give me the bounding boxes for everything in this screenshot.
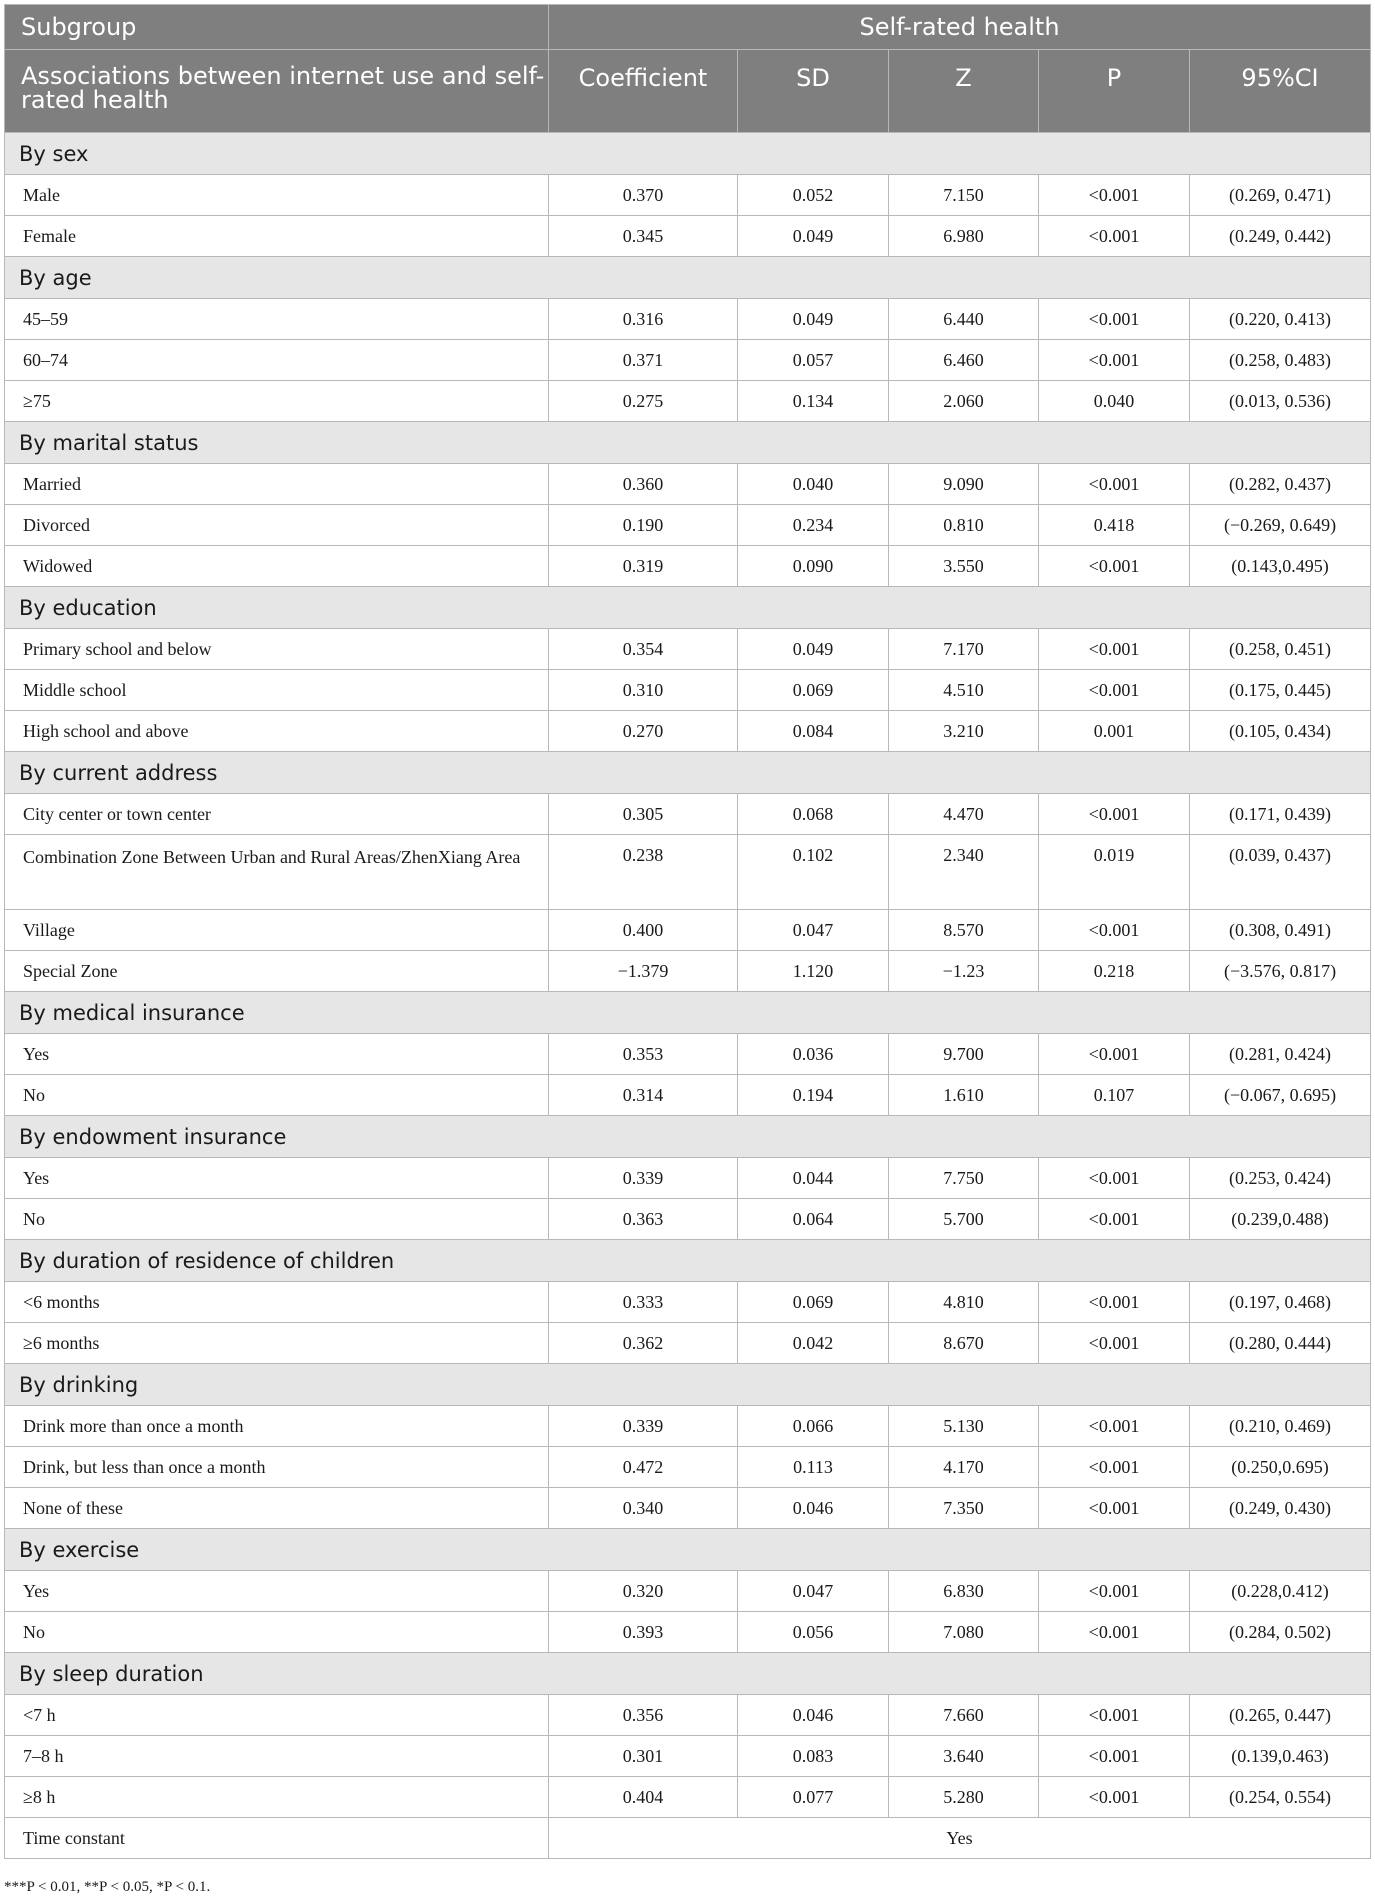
z-cell: 6.980 bbox=[889, 216, 1039, 257]
table-row bbox=[5, 1736, 1371, 1777]
table-row bbox=[5, 216, 1371, 257]
z-cell: 4.810 bbox=[889, 1282, 1039, 1323]
p-cell: <0.001 bbox=[1039, 1406, 1190, 1447]
row-label: Male bbox=[5, 175, 549, 216]
row-label: Drink more than once a month bbox=[5, 1406, 549, 1447]
ci-cell: (−0.269, 0.649) bbox=[1190, 505, 1371, 546]
row-label: Yes bbox=[5, 1034, 549, 1075]
z-cell: 7.350 bbox=[889, 1488, 1039, 1529]
row-label: No bbox=[5, 1075, 549, 1116]
row-label: No bbox=[5, 1612, 549, 1653]
sd-cell: 0.046 bbox=[738, 1695, 889, 1736]
sd-cell: 0.134 bbox=[738, 381, 889, 422]
p-cell: <0.001 bbox=[1039, 1034, 1190, 1075]
table-row bbox=[5, 464, 1371, 505]
p-cell: <0.001 bbox=[1039, 1199, 1190, 1240]
header-row-top bbox=[5, 5, 1371, 50]
ci-cell: (0.143,0.495) bbox=[1190, 546, 1371, 587]
group-title: By age bbox=[5, 257, 1371, 299]
row-label: Village bbox=[5, 910, 549, 951]
z-cell: 5.130 bbox=[889, 1406, 1039, 1447]
sd-cell: 0.102 bbox=[738, 835, 889, 910]
z-cell: 4.170 bbox=[889, 1447, 1039, 1488]
row-label: <7 h bbox=[5, 1695, 549, 1736]
coefficient-cell: 0.333 bbox=[549, 1282, 738, 1323]
p-cell: <0.001 bbox=[1039, 1695, 1190, 1736]
p-cell: <0.001 bbox=[1039, 670, 1190, 711]
z-cell: 3.550 bbox=[889, 546, 1039, 587]
row-label: No bbox=[5, 1199, 549, 1240]
ci-cell: (0.281, 0.424) bbox=[1190, 1034, 1371, 1075]
sd-cell: 0.046 bbox=[738, 1488, 889, 1529]
row-label: 45–59 bbox=[5, 299, 549, 340]
p-cell: 0.040 bbox=[1039, 381, 1190, 422]
table-row bbox=[5, 1695, 1371, 1736]
sd-cell: 0.040 bbox=[738, 464, 889, 505]
p-cell: <0.001 bbox=[1039, 1158, 1190, 1199]
table-row bbox=[5, 1199, 1371, 1240]
table-row bbox=[5, 546, 1371, 587]
group-title: By education bbox=[5, 587, 1371, 629]
p-cell: <0.001 bbox=[1039, 464, 1190, 505]
sd-cell: 0.068 bbox=[738, 794, 889, 835]
table-row bbox=[5, 629, 1371, 670]
table-row bbox=[5, 1034, 1371, 1075]
row-label: Drink, but less than once a month bbox=[5, 1447, 549, 1488]
group-header-row bbox=[5, 1240, 1371, 1282]
table-row bbox=[5, 1612, 1371, 1653]
group-title: By sex bbox=[5, 133, 1371, 175]
z-cell: 2.340 bbox=[889, 835, 1039, 910]
p-cell: <0.001 bbox=[1039, 1571, 1190, 1612]
ci-cell: (0.171, 0.439) bbox=[1190, 794, 1371, 835]
p-cell: 0.019 bbox=[1039, 835, 1190, 910]
table-row bbox=[5, 1777, 1371, 1818]
sd-cell: 0.064 bbox=[738, 1199, 889, 1240]
z-cell: 5.280 bbox=[889, 1777, 1039, 1818]
p-cell: <0.001 bbox=[1039, 299, 1190, 340]
row-label: 7–8 h bbox=[5, 1736, 549, 1777]
row-label: 60–74 bbox=[5, 340, 549, 381]
group-title: By duration of residence of children bbox=[5, 1240, 1371, 1282]
coefficient-cell: 0.320 bbox=[549, 1571, 738, 1612]
table-row bbox=[5, 1406, 1371, 1447]
z-cell: 6.460 bbox=[889, 340, 1039, 381]
p-cell: <0.001 bbox=[1039, 1447, 1190, 1488]
group-title: By endowment insurance bbox=[5, 1116, 1371, 1158]
row-label: Divorced bbox=[5, 505, 549, 546]
ci-cell: (0.210, 0.469) bbox=[1190, 1406, 1371, 1447]
ci-cell: (0.239,0.488) bbox=[1190, 1199, 1371, 1240]
group-header-row bbox=[5, 1529, 1371, 1571]
sd-cell: 0.069 bbox=[738, 670, 889, 711]
ci-cell: (0.220, 0.413) bbox=[1190, 299, 1371, 340]
table-row bbox=[5, 951, 1371, 992]
p-cell: <0.001 bbox=[1039, 216, 1190, 257]
p-cell: <0.001 bbox=[1039, 175, 1190, 216]
header-row-columns bbox=[5, 50, 1371, 133]
coefficient-cell: 0.356 bbox=[549, 1695, 738, 1736]
ci-cell: (0.269, 0.471) bbox=[1190, 175, 1371, 216]
table-footnote: ***P < 0.01, **P < 0.05, *P < 0.1. bbox=[4, 1879, 211, 1895]
p-header: P bbox=[1039, 50, 1190, 133]
coefficient-cell: 0.393 bbox=[549, 1612, 738, 1653]
row-label: Widowed bbox=[5, 546, 549, 587]
coefficient-cell: 0.363 bbox=[549, 1199, 738, 1240]
ci-cell: (−0.067, 0.695) bbox=[1190, 1075, 1371, 1116]
z-header: Z bbox=[889, 50, 1039, 133]
z-cell: 3.210 bbox=[889, 711, 1039, 752]
table-row bbox=[5, 1075, 1371, 1116]
coefficient-cell: 0.345 bbox=[549, 216, 738, 257]
row-label: <6 months bbox=[5, 1282, 549, 1323]
ci-cell: (0.284, 0.502) bbox=[1190, 1612, 1371, 1653]
coefficient-cell: 0.275 bbox=[549, 381, 738, 422]
z-cell: −1.23 bbox=[889, 951, 1039, 992]
results-table bbox=[4, 4, 1371, 1859]
group-header-row bbox=[5, 1116, 1371, 1158]
row-label: High school and above bbox=[5, 711, 549, 752]
sd-cell: 0.052 bbox=[738, 175, 889, 216]
sd-cell: 0.057 bbox=[738, 340, 889, 381]
ci-cell: (0.197, 0.468) bbox=[1190, 1282, 1371, 1323]
table-body bbox=[5, 133, 1371, 1859]
z-cell: 9.700 bbox=[889, 1034, 1039, 1075]
z-cell: 3.640 bbox=[889, 1736, 1039, 1777]
group-title: By current address bbox=[5, 752, 1371, 794]
ci-cell: (0.258, 0.451) bbox=[1190, 629, 1371, 670]
row-label: ≥8 h bbox=[5, 1777, 549, 1818]
table-row bbox=[5, 340, 1371, 381]
row-label: Combination Zone Between Urban and Rural Areas/ZhenXiang Area bbox=[5, 835, 549, 910]
ci-cell: (0.139,0.463) bbox=[1190, 1736, 1371, 1777]
coefficient-cell: 0.360 bbox=[549, 464, 738, 505]
coefficient-cell: 0.354 bbox=[549, 629, 738, 670]
coefficient-cell: 0.314 bbox=[549, 1075, 738, 1116]
ci-cell: (0.249, 0.442) bbox=[1190, 216, 1371, 257]
row-label: City center or town center bbox=[5, 794, 549, 835]
coefficient-cell: 0.310 bbox=[549, 670, 738, 711]
sd-cell: 0.049 bbox=[738, 299, 889, 340]
table-row bbox=[5, 175, 1371, 216]
p-cell: <0.001 bbox=[1039, 794, 1190, 835]
row-label: Female bbox=[5, 216, 549, 257]
group-title: By drinking bbox=[5, 1364, 1371, 1406]
sd-cell: 0.077 bbox=[738, 1777, 889, 1818]
sd-cell: 0.113 bbox=[738, 1447, 889, 1488]
sd-cell: 0.049 bbox=[738, 216, 889, 257]
ci-cell: (0.228,0.412) bbox=[1190, 1571, 1371, 1612]
ci-cell: (0.308, 0.491) bbox=[1190, 910, 1371, 951]
sd-cell: 0.090 bbox=[738, 546, 889, 587]
z-cell: 9.090 bbox=[889, 464, 1039, 505]
sd-cell: 0.069 bbox=[738, 1282, 889, 1323]
group-header-row bbox=[5, 422, 1371, 464]
ci-cell: (0.175, 0.445) bbox=[1190, 670, 1371, 711]
table-row bbox=[5, 711, 1371, 752]
row-label: Special Zone bbox=[5, 951, 549, 992]
z-cell: 6.440 bbox=[889, 299, 1039, 340]
table-row bbox=[5, 1323, 1371, 1364]
sd-cell: 0.083 bbox=[738, 1736, 889, 1777]
p-cell: <0.001 bbox=[1039, 910, 1190, 951]
z-cell: 4.470 bbox=[889, 794, 1039, 835]
z-cell: 7.150 bbox=[889, 175, 1039, 216]
table-row bbox=[5, 1488, 1371, 1529]
coefficient-cell: 0.370 bbox=[549, 175, 738, 216]
z-cell: 1.610 bbox=[889, 1075, 1039, 1116]
group-header-row bbox=[5, 1653, 1371, 1695]
coefficient-cell: 0.362 bbox=[549, 1323, 738, 1364]
coefficient-cell: 0.340 bbox=[549, 1488, 738, 1529]
table-row bbox=[5, 1447, 1371, 1488]
coefficient-cell: 0.305 bbox=[549, 794, 738, 835]
coefficient-cell: 0.339 bbox=[549, 1406, 738, 1447]
ci-cell: (0.039, 0.437) bbox=[1190, 835, 1371, 910]
table-row bbox=[5, 910, 1371, 951]
ci-cell: (0.265, 0.447) bbox=[1190, 1695, 1371, 1736]
sd-header: SD bbox=[738, 50, 889, 133]
table-row bbox=[5, 1571, 1371, 1612]
z-cell: 2.060 bbox=[889, 381, 1039, 422]
p-cell: <0.001 bbox=[1039, 546, 1190, 587]
self-rated-health-header: Self-rated health bbox=[549, 5, 1371, 50]
z-cell: 5.700 bbox=[889, 1199, 1039, 1240]
ci-cell: (0.249, 0.430) bbox=[1190, 1488, 1371, 1529]
time-constant-label: Time constant bbox=[5, 1818, 549, 1859]
ci-cell: (0.253, 0.424) bbox=[1190, 1158, 1371, 1199]
row-label: None of these bbox=[5, 1488, 549, 1529]
table-row bbox=[5, 505, 1371, 546]
coefficient-cell: 0.319 bbox=[549, 546, 738, 587]
p-cell: 0.418 bbox=[1039, 505, 1190, 546]
ci-cell: (0.254, 0.554) bbox=[1190, 1777, 1371, 1818]
row-label: Married bbox=[5, 464, 549, 505]
p-cell: <0.001 bbox=[1039, 1488, 1190, 1529]
row-label: ≥6 months bbox=[5, 1323, 549, 1364]
p-cell: 0.218 bbox=[1039, 951, 1190, 992]
table-row bbox=[5, 1158, 1371, 1199]
group-header-row bbox=[5, 587, 1371, 629]
group-title: By sleep duration bbox=[5, 1653, 1371, 1695]
z-cell: 7.750 bbox=[889, 1158, 1039, 1199]
coefficient-cell: −1.379 bbox=[549, 951, 738, 992]
coefficient-cell: 0.400 bbox=[549, 910, 738, 951]
sd-cell: 0.036 bbox=[738, 1034, 889, 1075]
coefficient-cell: 0.472 bbox=[549, 1447, 738, 1488]
coefficient-cell: 0.371 bbox=[549, 340, 738, 381]
z-cell: 7.080 bbox=[889, 1612, 1039, 1653]
time-constant-row bbox=[5, 1818, 1371, 1859]
p-cell: <0.001 bbox=[1039, 1282, 1190, 1323]
p-cell: <0.001 bbox=[1039, 340, 1190, 381]
row-label: ≥75 bbox=[5, 381, 549, 422]
ci-cell: (0.258, 0.483) bbox=[1190, 340, 1371, 381]
p-cell: <0.001 bbox=[1039, 1777, 1190, 1818]
sd-cell: 0.056 bbox=[738, 1612, 889, 1653]
coefficient-cell: 0.301 bbox=[549, 1736, 738, 1777]
table-row bbox=[5, 794, 1371, 835]
p-cell: <0.001 bbox=[1039, 1612, 1190, 1653]
ci-cell: (0.282, 0.437) bbox=[1190, 464, 1371, 505]
p-cell: 0.107 bbox=[1039, 1075, 1190, 1116]
table-row bbox=[5, 670, 1371, 711]
row-label: Middle school bbox=[5, 670, 549, 711]
ci-header: 95%CI bbox=[1190, 50, 1371, 133]
p-cell: 0.001 bbox=[1039, 711, 1190, 752]
coefficient-cell: 0.339 bbox=[549, 1158, 738, 1199]
sd-cell: 0.049 bbox=[738, 629, 889, 670]
ci-cell: (0.013, 0.536) bbox=[1190, 381, 1371, 422]
group-header-row bbox=[5, 133, 1371, 175]
group-title: By marital status bbox=[5, 422, 1371, 464]
p-cell: <0.001 bbox=[1039, 629, 1190, 670]
sd-cell: 0.084 bbox=[738, 711, 889, 752]
ci-cell: (0.105, 0.434) bbox=[1190, 711, 1371, 752]
group-header-row bbox=[5, 1364, 1371, 1406]
ci-cell: (0.280, 0.444) bbox=[1190, 1323, 1371, 1364]
z-cell: 8.570 bbox=[889, 910, 1039, 951]
table-row bbox=[5, 1282, 1371, 1323]
coefficient-cell: 0.404 bbox=[549, 1777, 738, 1818]
subgroup-header: Subgroup bbox=[5, 5, 549, 50]
sd-cell: 0.042 bbox=[738, 1323, 889, 1364]
sd-cell: 1.120 bbox=[738, 951, 889, 992]
ci-cell: (−3.576, 0.817) bbox=[1190, 951, 1371, 992]
coefficient-cell: 0.238 bbox=[549, 835, 738, 910]
table-row bbox=[5, 381, 1371, 422]
sd-cell: 0.066 bbox=[738, 1406, 889, 1447]
sd-cell: 0.047 bbox=[738, 910, 889, 951]
table-row bbox=[5, 299, 1371, 340]
coefficient-cell: 0.353 bbox=[549, 1034, 738, 1075]
sd-cell: 0.047 bbox=[738, 1571, 889, 1612]
coefficient-cell: 0.316 bbox=[549, 299, 738, 340]
coefficient-cell: 0.190 bbox=[549, 505, 738, 546]
group-title: By exercise bbox=[5, 1529, 1371, 1571]
p-cell: <0.001 bbox=[1039, 1323, 1190, 1364]
p-cell: <0.001 bbox=[1039, 1736, 1190, 1777]
group-header-row bbox=[5, 257, 1371, 299]
z-cell: 8.670 bbox=[889, 1323, 1039, 1364]
z-cell: 7.170 bbox=[889, 629, 1039, 670]
sd-cell: 0.234 bbox=[738, 505, 889, 546]
row-label: Yes bbox=[5, 1158, 549, 1199]
group-header-row bbox=[5, 752, 1371, 794]
sd-cell: 0.194 bbox=[738, 1075, 889, 1116]
row-label: Primary school and below bbox=[5, 629, 549, 670]
z-cell: 4.510 bbox=[889, 670, 1039, 711]
group-header-row bbox=[5, 992, 1371, 1034]
z-cell: 7.660 bbox=[889, 1695, 1039, 1736]
row-label: Yes bbox=[5, 1571, 549, 1612]
coefficient-cell: 0.270 bbox=[549, 711, 738, 752]
z-cell: 0.810 bbox=[889, 505, 1039, 546]
table-row bbox=[5, 835, 1371, 910]
group-title: By medical insurance bbox=[5, 992, 1371, 1034]
ci-cell: (0.250,0.695) bbox=[1190, 1447, 1371, 1488]
time-constant-value: Yes bbox=[549, 1818, 1371, 1859]
sd-cell: 0.044 bbox=[738, 1158, 889, 1199]
table-container bbox=[4, 4, 1370, 1859]
z-cell: 6.830 bbox=[889, 1571, 1039, 1612]
associations-header: Associations between internet use and self-rated health bbox=[5, 50, 549, 133]
coefficient-header: Coefficient bbox=[549, 50, 738, 133]
